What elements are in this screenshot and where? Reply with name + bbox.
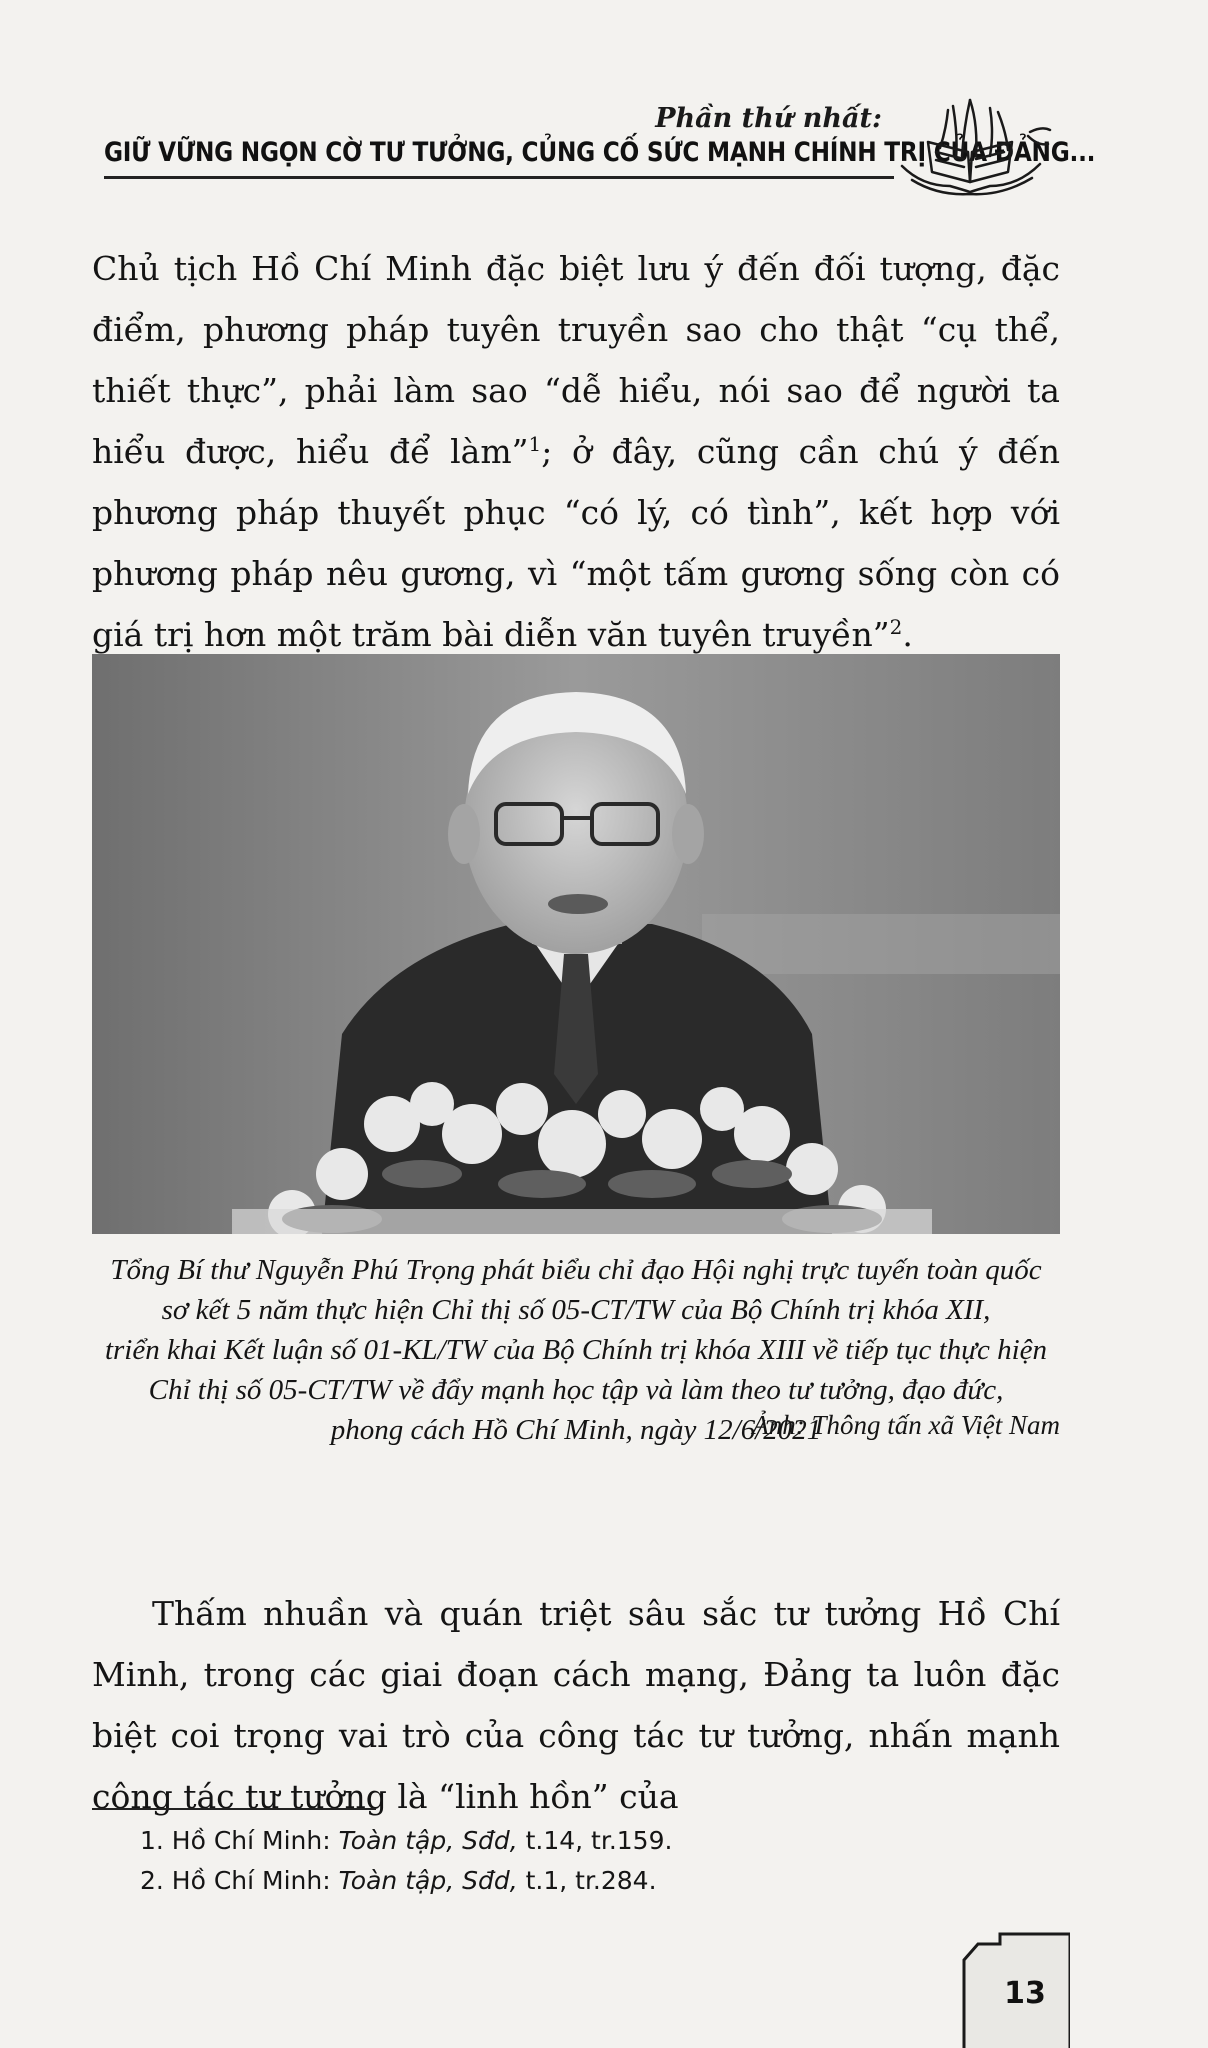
body-paragraph: Thấm nhuần và quán triệt sâu sắc tư tưởng Hồ Chí Minh, trong các giai đoạn cách mạng, Đảng ta luôn đặc biệt coi trọng vai trò của công tác tư tưởng, nhấn mạnh công tác tư tưởng là “linh hồn” của — [92, 1594, 1060, 1816]
footnote-ref: 1 — [528, 432, 542, 456]
footnote-ref-detail: t.14, tr.159. — [517, 1826, 673, 1855]
page-number: 13 — [1004, 1976, 1046, 2011]
body-paragraph — [92, 238, 1060, 665]
footnote-author: 1. Hồ Chí Minh: — [140, 1826, 339, 1855]
caption-line: sơ kết 5 năm thực hiện Chỉ thị số 05-CT/TW của Bộ Chính trị khóa XII, — [161, 1294, 991, 1326]
footnote — [140, 1826, 672, 1855]
footnote-rule — [92, 1808, 376, 1810]
footnote-title: Toàn tập, Sđd, — [338, 1866, 518, 1895]
caption-line: Chỉ thị số 05-CT/TW về đẩy mạnh học tập và làm theo tư tưởng, đạo đức, — [148, 1374, 1004, 1406]
photo — [92, 654, 1060, 1234]
paragraph-text: . — [902, 615, 913, 654]
caption-line: triển khai Kết luận số 01-KL/TW của Bộ Chính trị khóa XIII về tiếp tục thực hiện — [104, 1334, 1048, 1366]
running-header-title: GIỮ VỮNG NGỌN CỜ TƯ TƯỞNG, CỦNG CỐ SỨC MẠNH CHÍNH TRỊ CỦA ĐẢNG... — [104, 137, 1096, 168]
caption-line: Tổng Bí thư Nguyễn Phú Trọng phát biểu chỉ đạo Hội nghị trực tuyến toàn quốc — [110, 1254, 1042, 1286]
footnote-ref-detail: t.1, tr.284. — [517, 1866, 657, 1895]
header-rule — [104, 176, 894, 179]
paragraph-text: ; ở đây, cũng cần chú ý đến phương pháp thuyết phục “có lý, có tình”, kết hợp với phương pháp nêu gương, vì “một tấm gương sống còn có giá trị hơn một trăm bài diễn văn tuyên truyền” — [92, 432, 1060, 654]
part-label: Phần thứ nhất: — [655, 103, 882, 134]
open-book-lotus-icon — [898, 96, 1058, 196]
footnote-ref: 2 — [889, 615, 903, 639]
speaker-at-podium-photo — [92, 654, 1060, 1234]
caption-line: phong cách Hồ Chí Minh, ngày 12/6/2021 — [330, 1414, 822, 1446]
photo-credit: Ảnh: Thông tấn xã Việt Nam — [752, 1410, 1060, 1440]
paragraph-text: Chủ tịch Hồ Chí Minh đặc biệt lưu ý đến đối tượng, đặc điểm, phương pháp tuyên truyền sao cho thật “cụ thể, thiết thực”, phải làm sao “dễ hiểu, nói sao để người ta hiểu được, hiểu để làm” — [92, 249, 1060, 471]
footnote-author: 2. Hồ Chí Minh: — [140, 1866, 339, 1895]
footnote — [140, 1866, 657, 1895]
footnote-title: Toàn tập, Sđd, — [338, 1826, 518, 1855]
